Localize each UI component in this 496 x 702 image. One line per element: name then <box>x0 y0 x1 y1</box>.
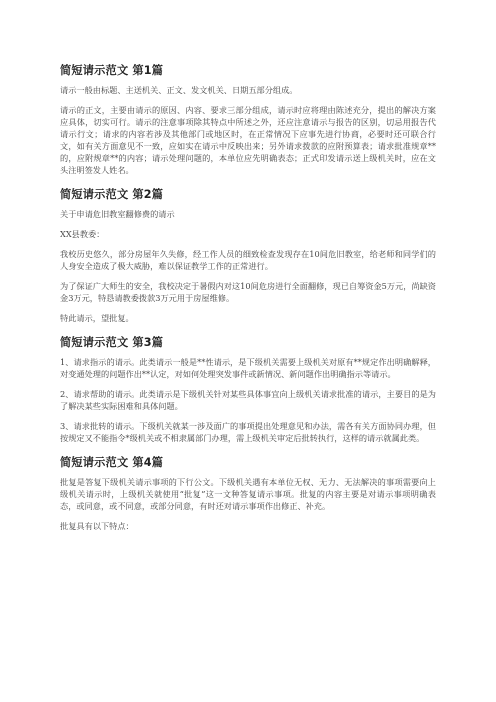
section-1 <box>60 62 436 176</box>
section-3 <box>60 334 436 444</box>
section-4 <box>60 454 436 532</box>
paragraph: 我校历史悠久，部分房屋年久失修，经工作人员的细致检查发现存在10间危旧教室，给老师和同学们的人身安全造成了极大威胁，难以保证教学工作的正常进行。 <box>60 249 436 271</box>
section-title: 简短请示范文 第3篇 <box>60 336 164 349</box>
paragraph: XX县教委： <box>60 229 105 239</box>
paragraph: 为了保证广大师生的安全，我校决定于暑假内对这10间危房进行全面翻修，现已自筹资金5万元，尚缺资金3万元，特恳请教委拨款3万元用于房屋维修。 <box>60 281 436 303</box>
paragraph: 3、请求批转的请示。下级机关就某一涉及面广的事项提出处理意见和办法，需各有关方面协同办理，但按规定又不能指令*级机关或不相隶属部门办理，需上级机关审定后批转执行，这样的请示就属此类。 <box>60 421 436 443</box>
paragraph: 请示一般由标题、主送机关、正文、发文机关、日期五部分组成。 <box>60 85 298 95</box>
paragraph: 关于申请危旧教室翻修费的请示 <box>60 209 175 219</box>
paragraph: 批复是答复下级机关请示事项的下行公文。下级机关遇有本单位无权、无力、无法解决的事项需要向上级机关请示时，上级机关就使用“批复”这一文种答复请示事项。批复的内容主要是对请示事项明确表态，或同意，或不同意，或部分同意，有时还对请示事项作出修正、补充。 <box>60 477 436 511</box>
section-2 <box>60 186 436 324</box>
section-title: 简短请示范文 第1篇 <box>60 64 164 77</box>
paragraph: 特此请示，望批复。 <box>60 313 134 323</box>
paragraph: 批复具有以下特点： <box>60 521 134 531</box>
section-title: 简短请示范文 第4篇 <box>60 456 164 469</box>
paragraph: 2、请求帮助的请示。此类请示是下级机关针对某些具体事宜向上级机关请求批准的请示，主要目的是为了解决某些实际困难和具体问题。 <box>60 389 436 411</box>
paragraph: 1、请求指示的请示。此类请示一般是**性请示，是下级机关需要上级机关对原有**规定作出明确解释，对变通处理的问题作出**认定，对如何处理突发事件或新情况、新问题作出明确指示等请示。 <box>60 357 436 379</box>
section-title: 简短请示范文 第2篇 <box>60 188 164 201</box>
paragraph: 请示的正文，主要由请示的原因、内容、要求三部分组成，请示时应将理由陈述充分，提出的解决方案应具体，切实可行。请示的注意事项除其特点中所述之外，还应注意请示与报告的区别，切忌用报告代请示行文；请求的内容若涉及其他部门或地区时，在正常情况下应事先进行协商，必要时还可联合行文，如有关方面意见不一致，应如实在请示中反映出来；另外请求拨款的应附预算表；请求批准规章**的，应附规章**的内容；请示处理问题的，本单位应先明确表态；正式印发请示送上级机关时，应在文头注明签发人姓名。 <box>60 105 436 175</box>
